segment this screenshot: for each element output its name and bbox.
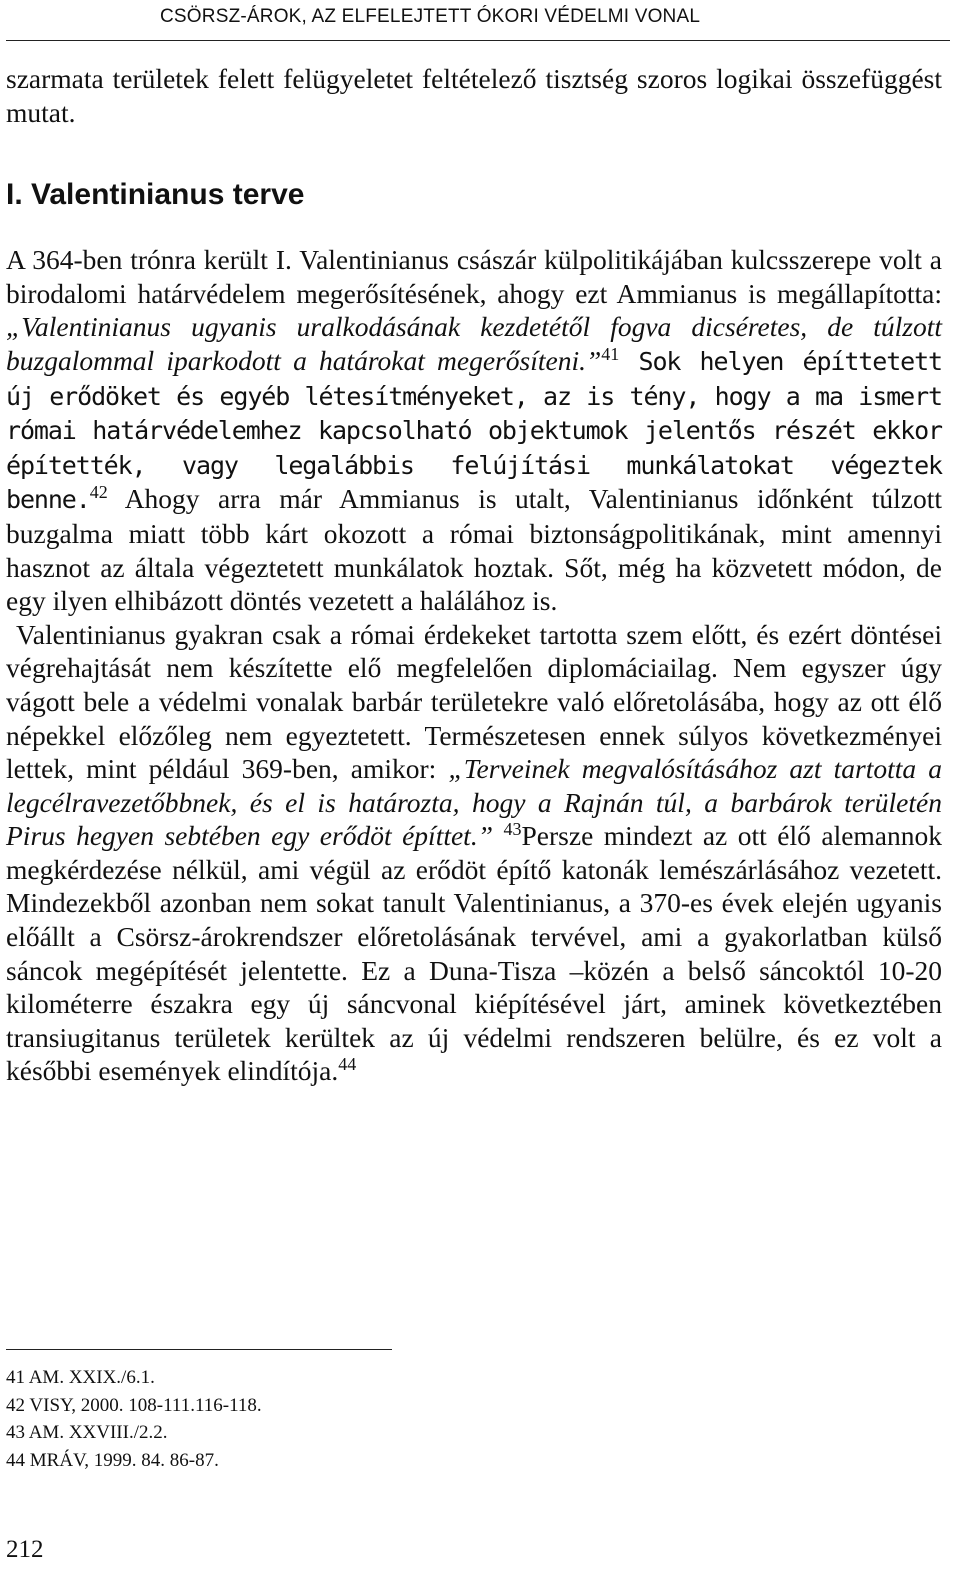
footnote-ref-43: 43	[503, 819, 522, 840]
footnote-41: 41 AM. XXIX./6.1.	[6, 1367, 155, 1388]
paragraph-1	[6, 243, 942, 618]
footnote-ref-42: 42	[89, 482, 108, 503]
body-text	[6, 62, 942, 1088]
footnote-42: 42 VISY, 2000. 108-111.116-118.	[6, 1394, 262, 1416]
footnotes	[6, 1364, 706, 1474]
footnote-43: 43 AM. XXVIII./2.2.	[6, 1422, 168, 1443]
footnote-rule	[6, 1349, 392, 1350]
paragraph-2-text-b: Persze mindezt az ott élő alemannok megkérdezése nélkül, ami végül az erődöt építő katonák lemészárlásához vezetett. Mindezekből azonban nem sokat tanult Valentinianus, a 370-es évek elején ugyanis előállt a Csörsz-árokrendszer előretolásának tervével, ami a gyakorlatban külső sáncok megépítését jelentette. Ez a Duna-Tisza –közén a belső sáncoktól 10-20 kilométerre északra egy új sáncvonal kiépítésével járt, aminek következtében transiugitanus területek kerültek az új védelmi rendszeren belülre, és ez volt a későbbi események elindítója.	[6, 820, 943, 1087]
footnote-44: 44 MRÁV, 1999. 84. 86-87.	[6, 1449, 219, 1471]
footnote-ref-44: 44	[338, 1054, 357, 1075]
intro-paragraph: szarmata területek felett felügyeletet feltételező tisztség szoros logikai összefüggést mutat.	[6, 63, 942, 128]
paragraph-1-quote: „Valentinianus ugyanis uralkodásának kezdetétől fogva dicséretes, de túlzott buzgalommal iparkodott a határokat megerősíteni.”	[6, 311, 942, 376]
paragraph-1-text-c: Ahogy arra már Ammianus is utalt, Valentinianus időnként túlzott buzgalma miatt több kárt okozott a római biztonságpolitikának, mint amennyi hasznot az általa végeztetett munkálatok hoztak. Sőt, még ha közvetett módon, de egy ilyen elhibázott döntés vezetett a halálához is.	[6, 483, 942, 617]
paragraph-1-text-a: A 364-ben trónra került I. Valentinianus császár külpolitikájában kulcsszerepe volt a birodalomi határvédelem megerősítésének, ahogy ezt Ammianus is megállapította:	[6, 244, 942, 309]
section-heading: I. Valentinianus terve	[6, 178, 305, 212]
header-rule	[6, 40, 950, 41]
paragraph-2	[6, 618, 942, 1088]
paragraph-2-quote: „Terveinek megvalósításához azt tartotta a legcélravezetőbbnek, és el is határozta, hogy a Rajnán túl, a barbárok területén Pirus hegyen sebtében egy erődöt építtet.”	[6, 753, 942, 852]
running-header: CSÖRSZ-ÁROK, AZ ELFELEJTETT ÓKORI VÉDELMI VONAL	[160, 6, 701, 27]
footnote-ref-41: 41	[601, 343, 620, 364]
page-number: 212	[6, 1536, 44, 1563]
paragraph-1-text-b: Sok helyen építtetett új erődöket és egyéb létesítményeket, az is tény, hogy a ma ismert római határvédelemhez kapcsolható objektumok jelentős részét ekkor építették, vagy legalábbis felújítási munkálatokat végeztek benne.	[6, 346, 943, 515]
paragraph-2-text-a: Valentinianus gyakran csak a római érdekeket tartotta szem előtt, és ezért döntései végrehajtását nem készítette elő megfelelően diplomáciailag. Nem egyszer úgy vágott bele a védelmi vonalak barbár területekre való előretolásába, hogy az ott élő népekkel előzőleg nem egyeztetett. Természetesen ennek súlyos következményei lettek, mint például 369-ben, amikor:	[6, 618, 942, 785]
